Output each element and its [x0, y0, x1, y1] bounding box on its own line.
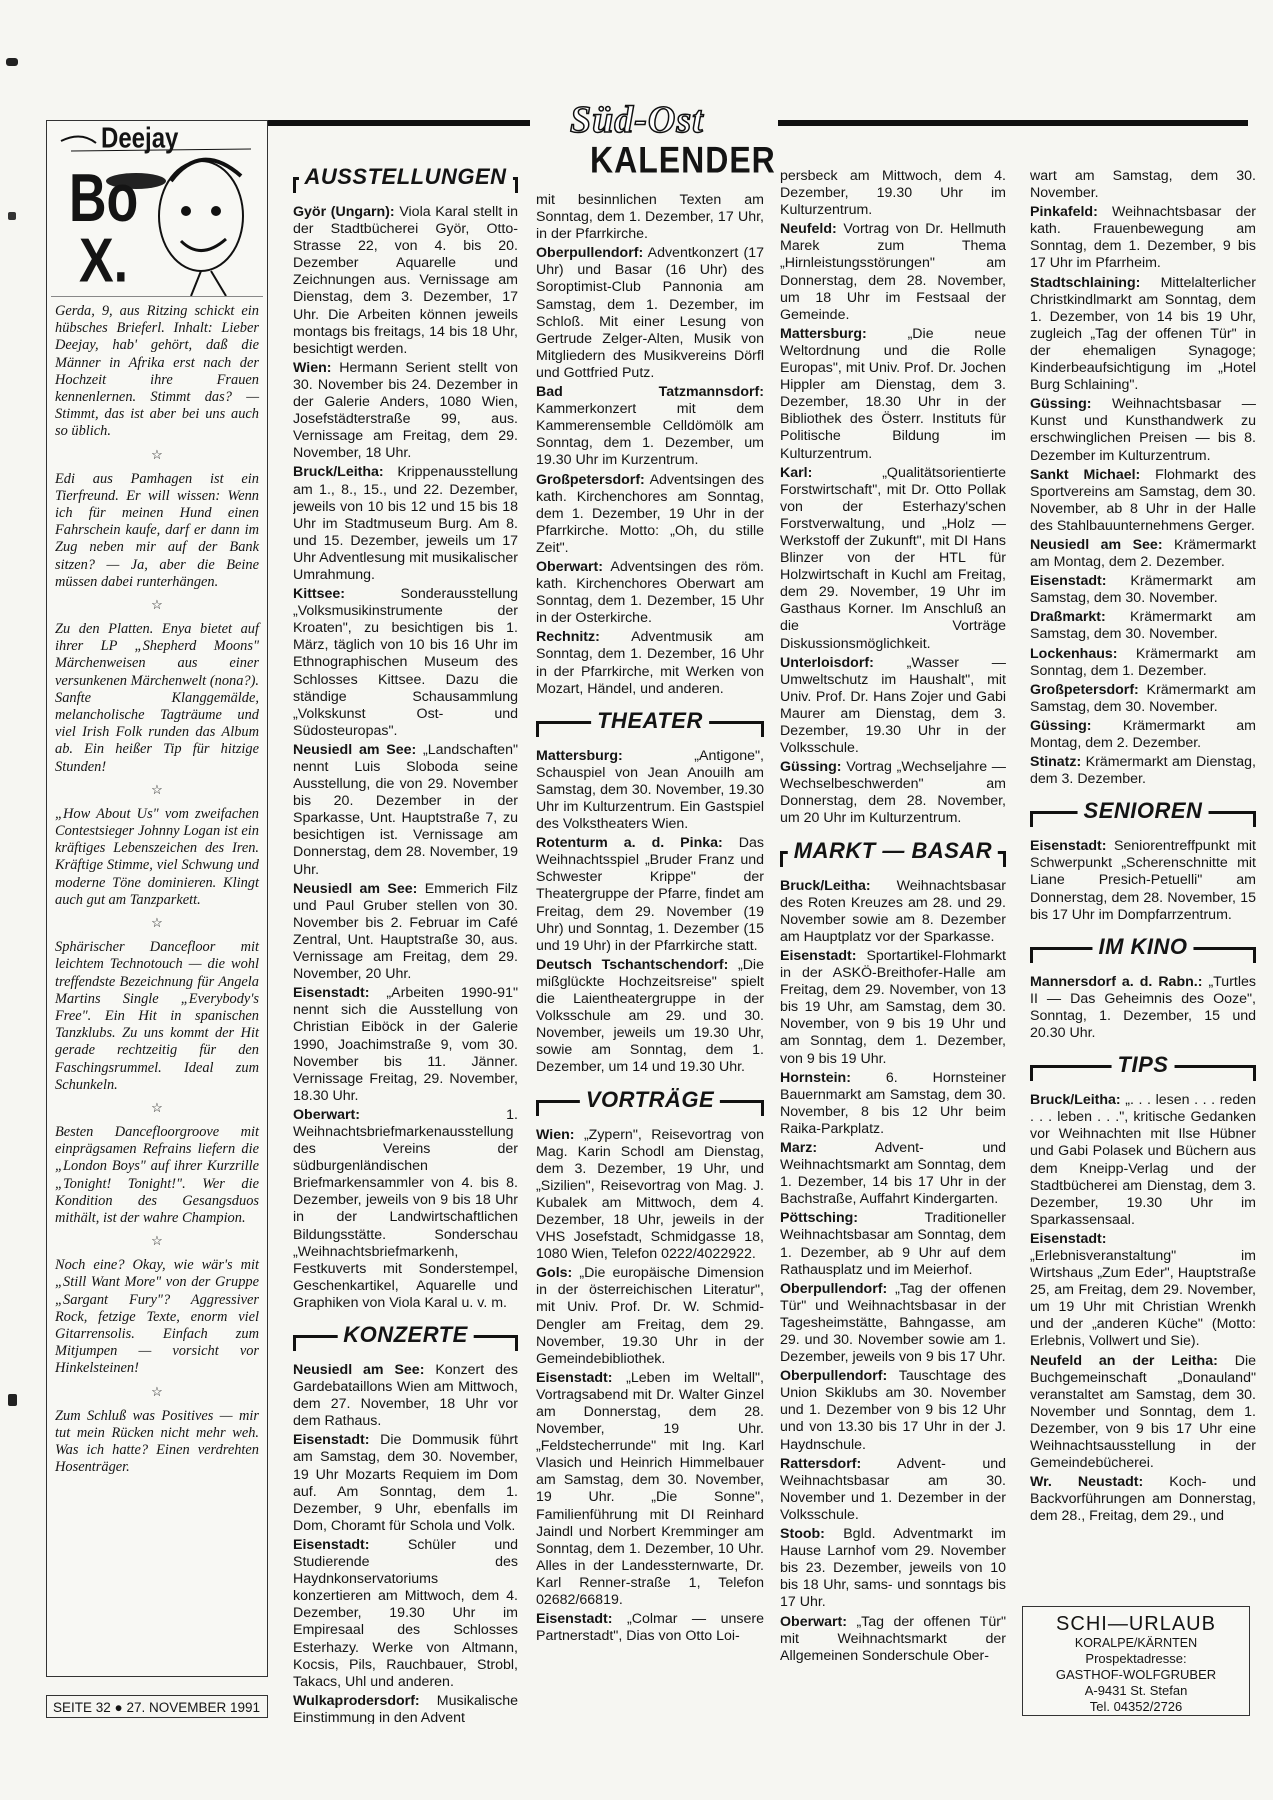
entry-place: Oberwart:	[536, 558, 604, 575]
section-heading-konzerte: KONZERTE	[293, 1318, 518, 1354]
calendar-entry	[293, 1362, 518, 1430]
entry-place: Rotenturm a. d. Pinka:	[536, 835, 723, 852]
calendar-entry	[536, 835, 764, 955]
entry-place: Draßmarkt:	[1030, 609, 1106, 626]
entry-place: Eisenstadt:	[780, 947, 857, 964]
entry-place: Neusiedl am See:	[293, 741, 417, 758]
entry-place: Gols:	[536, 1265, 573, 1282]
entry-place: Bruck/Leitha:	[780, 877, 871, 894]
entry-place: Neusiedl am See:	[293, 1362, 425, 1378]
entry-text: Viola Karal stellt in der Stadtbücherei Györ, Otto-Strasse 22, von 4. bis 20. Dezember Aquarelle und Zeichnungen aus. Vernissage am Dienstag, dem 3. Dezember, 17 Uhr. Die Arbeiten können jeweils montags bis freitags, 14 bis 18 Uhr, besichtigt werden.	[293, 204, 518, 357]
entry-text: Krämermarkt am Sonntag, dem 1. Dezember.	[1030, 645, 1256, 679]
entry-place: Rechnitz:	[536, 629, 600, 646]
calendar-entry	[536, 957, 764, 1077]
calendar-entry	[780, 948, 1006, 1068]
page-footer	[46, 1695, 268, 1718]
entry-text: „Landschaften" nennt Luis Sloboda seine Ausstellung, die von 29. November bis 20. Dezember in der Sparkasse, Unt. Hauptstraße 7, zu besichtigen ist. Vernissage am Donnerstag, dem 28. November, 19 Uhr.	[293, 741, 518, 878]
issue-date: 27. NOVEMBER 1991	[126, 1700, 261, 1715]
entry-place: Eisenstadt:	[1030, 1230, 1107, 1247]
entry-text: Krippenausstellung am 1., 8., 15., und 22. Dezember, jeweils von 10 bis 12 und 15 bis 18 Uhr im Stadtmuseum Burg. Am 8. und 15. Dezember, jeweils um 17 Uhr Adventlesung mit musikalischer Umrahmung.	[293, 464, 518, 583]
star-icon: ☆	[151, 1383, 163, 1399]
entry-place: Güssing:	[1030, 396, 1092, 413]
calendar-entry	[780, 1281, 1006, 1366]
entries-vortraege-cont	[780, 221, 1006, 827]
star-icon: ☆	[151, 446, 163, 462]
ad-line: Tel. 04352/2726	[1089, 1699, 1183, 1714]
calendar-entry	[780, 1614, 1006, 1665]
section-heading-ausstellungen: AUSSTELLUNGEN	[293, 160, 518, 196]
deejay-paragraph: „How About Us" vom zweifachen Contestsieger Johnny Logan ist ein kräftiges Lebenszeichen des Iren. Kräftige Stimme, viel Schwung und moderne Töne dominieren. Klingt auch gut am Tanzparkett.	[55, 805, 259, 908]
entry-text: Sportartikel-Flohmarkt in der ASKÖ-Breithofer-Halle am Freitag, dem 29. November, von 13 bis 19 Uhr, am Samstag, dem 30. November, von 9 bis 19 Uhr und am Sonntag, dem 1. Dezember, von 9 bis 19 Uhr.	[780, 947, 1006, 1067]
continued-text: persbeck am Mittwoch, dem 4. Dezember, 19.30 Uhr im Kulturzentrum.	[780, 168, 1006, 219]
entry-text: Emmerich Filz und Paul Gruber stellen von 30. November bis 2. Februar im Café Zentral, Unt. Hauptstraße 30, aus. Vernissage am Freitag, dem 29. November, 20 Uhr.	[293, 880, 518, 983]
column-3	[780, 168, 1006, 1724]
entry-place: Stadtschlaining:	[1030, 274, 1141, 291]
calendar-entry	[293, 464, 518, 584]
star-icon: ☆	[151, 1099, 163, 1115]
entry-place: Oberpullendorf:	[780, 1368, 888, 1385]
calendar-entry	[1030, 838, 1256, 923]
calendar-entry	[1030, 1231, 1256, 1351]
entry-text: Die Buchgemeinschaft „Donauland" veranstaltet am Samstag, dem 30. November und Sonntag, dem 1. Dezember, von 9 bis 17 Uhr eine Weihnachtsausstellung in der Gemeindebücherei.	[1030, 1352, 1256, 1472]
entry-text: Traditioneller Weihnachtsbasar am Sonntag, dem 1. Dezember, ab 9 Uhr auf dem Rathausplatz und im Meierhof.	[780, 1210, 1006, 1278]
calendar-entry	[780, 1210, 1006, 1278]
entry-text: Adventkonzert (17 Uhr) und Basar (16 Uhr) des Soroptimist-Club Pannonia am Samstag, dem 1. Dezember, im Schloß. Mit einer Lesung von Gertrude Zelger-Alten, Musik von Mitgliedern des Musikvereins Dörfl und Gottfried Putz.	[536, 245, 764, 381]
ad-title: SCHI—URLAUB	[1056, 1613, 1216, 1635]
star-icon: ☆	[151, 597, 163, 613]
entry-place: Marz:	[780, 1139, 818, 1156]
masthead-brand-top: Süd-Ost	[570, 99, 704, 141]
calendar-entry	[536, 629, 764, 697]
entry-place: Oberwart:	[293, 1106, 361, 1123]
deejay-paragraph: Noch eine? Okay, wie wär's mit „Still Want More" von der Gruppe „Sargant Fury"? Aggressiver Rock, fetzige Texte, enorm viel Gitarrensolis. Einfach zum Mitjumpen — vorsicht vor Hinkelsteinen!	[55, 1257, 259, 1377]
masthead	[530, 98, 780, 184]
entries-tips	[1030, 1092, 1256, 1525]
calendar-entry	[1030, 396, 1256, 464]
column-4	[1030, 168, 1256, 1598]
column-2	[536, 192, 764, 1724]
calendar-entry	[1030, 1474, 1256, 1525]
entry-text: Vortrag „Wechseljahre — Wechselbeschwerden" am Donnerstag, dem 28. November, um 20 Uhr im Kulturzentrum.	[780, 759, 1006, 827]
masthead-brand-bottom: KALENDER	[590, 139, 776, 181]
calendar-entry	[293, 1432, 518, 1535]
entry-place: Wr. Neustadt:	[1030, 1474, 1144, 1491]
entry-text: „Wasser — Umweltschutz im Haushalt", mit Univ. Prof. Dr. Hans Zojer und Gabi Maurer am Dienstag, dem 3. Dezember, 19.30 Uhr in der Volksschule.	[780, 654, 1006, 757]
ad-line: GASTHOF-WOLFGRUBER	[1055, 1667, 1217, 1682]
ad-line: Prospektadresse:	[1085, 1651, 1187, 1666]
entry-place: Pinkafeld:	[1030, 204, 1098, 221]
entry-text: Koch- und Backvorführungen am Donnerstag, dem 28., Freitag, dem 29., und	[1030, 1474, 1256, 1525]
entry-place: Unterloisdorf:	[780, 654, 874, 671]
entry-place: Györ (Ungarn):	[293, 204, 395, 220]
entry-place: Mattersburg:	[536, 747, 623, 764]
entry-place: Bad Tatzmannsdorf:	[536, 384, 764, 401]
entry-place: Neusiedl am See:	[293, 880, 418, 897]
punch-mark-icon	[8, 1394, 17, 1406]
entry-place: Oberwart:	[780, 1613, 848, 1630]
entry-text: Krämermarkt am Montag, dem 2. Dezember.	[1030, 717, 1256, 751]
punch-mark-icon	[8, 212, 16, 220]
calendar-entry	[780, 1456, 1006, 1524]
entry-place: Großpetersdorf:	[1030, 681, 1139, 698]
entry-text: Krämermarkt am Samstag, dem 30. November.	[1030, 609, 1256, 643]
entry-place: Wien:	[293, 359, 332, 376]
calendar-entry	[1030, 467, 1256, 535]
deejay-logo-word: Deejay	[101, 122, 179, 155]
entries-konzerte	[293, 1362, 518, 1724]
entry-text: Krämermarkt am Samstag, dem 30. November.	[1030, 681, 1256, 715]
entry-text: „Antigone", Schauspiel von Jean Anouilh am Samstag, dem 30. November, 19.30 Uhr im Kulturzentrum. Ein Gastspiel des Volkstheaters Wien.	[536, 747, 764, 833]
deejay-logo	[51, 121, 263, 297]
entry-place: Eisenstadt:	[293, 1432, 370, 1449]
calendar-entry	[536, 1265, 764, 1368]
entry-text: Schüler und Studierende des Haydnkonservatoriums konzertieren am Mittwoch, dem 4. Dezember, 19.30 Uhr im Empiresaal des Schlosses Esterhazy. Werke von Altmann, Kocsis, Pils, Rauchbauer, Strobl, Takacs, Uhl und anderen.	[293, 1536, 518, 1690]
deejay-paragraph: Besten Dancefloorgroove mit einprägsamen Refrains liefern die „London Boys" auf ihrer Kurzrille „Tonight! Tonight!". Wer die Kondition des Gesangsduos mithält, ist der wahre Champion.	[55, 1123, 259, 1226]
deejay-text	[47, 297, 267, 1476]
entry-text: „Zypern", Reisevortrag von Mag. Karin Schodl am Dienstag, dem 3. Dezember, 19 Uhr, und „Sizilien", Reisevortrag von Mag. J. Kubalek am Mittwoch, dem 4. Dezember, 18 Uhr, jeweils in der VHS Josefstadt, Schmidgasse 18, 1080 Wien, Telefon 0222/4022922.	[536, 1126, 764, 1263]
deejay-logo-big1: Bo	[69, 161, 139, 237]
entry-text: „Turtles II — Das Geheimnis des Ooze", Sonntag, 1. Dezember, 15 und 20.30 Uhr.	[1030, 973, 1256, 1042]
entries-kino	[1030, 974, 1256, 1042]
section-heading-kino: IM KINO	[1030, 930, 1256, 966]
entry-place: Kittsee:	[293, 586, 346, 603]
calendar-entry	[780, 1070, 1006, 1138]
calendar-entry	[293, 360, 518, 463]
calendar-entry	[1030, 1092, 1256, 1229]
calendar-entry	[1030, 718, 1256, 752]
calendar-entry	[1030, 204, 1256, 272]
entry-text: Weihnachtsbasar der kath. Frauenbewegung am Sonntag, dem 1. Dezember, 9 bis 17 Uhr im Pfarrheim.	[1030, 204, 1256, 272]
entry-text: „Die europäische Dimension in der österreichischen Literatur", mit Univ. Prof. Dr. W. Schmid-Dengler am Freitag, dem 29. November, 19.30 Uhr in der Gemeindebibliothek.	[536, 1265, 764, 1367]
entry-place: Wien:	[536, 1126, 575, 1143]
entry-text: „Colmar — unsere Partnerstadt", Dias von Otto Loi-	[536, 1611, 764, 1645]
calendar-entry	[780, 655, 1006, 758]
entry-text: „Qualitätsorientierte Forstwirtschaft", mit Dr. Otto Pollak von der Esterhazy'schen Forstverwaltung, und „Holz — Werkstoff der Zukunft", mit DI Hans Blinzer von der HTL für Holzwirtschaft in Kuchl am Freitag, dem 29. November, 19 Uhr im Gasthaus Korner. Im Anschluß an die Vorträge Diskussionsmöglichkeit.	[780, 464, 1006, 652]
top-rule-left	[268, 120, 530, 126]
deejay-logo-big2: X.	[79, 226, 129, 296]
entry-place: Eisenstadt:	[536, 1611, 613, 1628]
entry-text: Flohmarkt des Sportvereins am Samstag, dem 30. November, ab 8 Uhr in der Halle des Stahlbauunternehmens Gerger.	[1030, 466, 1256, 534]
calendar-entry	[780, 1526, 1006, 1611]
entry-place: Wulkaprodersdorf:	[293, 1692, 420, 1709]
calendar-entry	[1030, 573, 1256, 607]
calendar-entry	[293, 586, 518, 740]
ad-line: KORALPE/KÄRNTEN	[1074, 1636, 1198, 1650]
entry-place: Lockenhaus:	[1030, 645, 1118, 662]
page-number: SEITE 32	[53, 1700, 111, 1715]
entry-place: Eisenstadt:	[293, 1536, 370, 1553]
calendar-entry	[780, 1140, 1006, 1208]
entry-text: „Tag der offenen Tür" mit Weihnachtsmarkt der Allgemeinen Sonderschule Ober-	[780, 1613, 1006, 1664]
entry-text: Hermann Serient stellt von 30. November bis 24. Dezember in der Galerie Anders, 1080 Wien, Josefstädterstraße 99, aus. Vernissage am Freitag, dem 29. November, 18 Uhr.	[293, 359, 518, 462]
bullet-icon: ●	[114, 1700, 127, 1715]
calendar-entry	[780, 326, 1006, 463]
calendar-entry	[1030, 537, 1256, 571]
calendar-entry	[536, 245, 764, 382]
deejay-paragraph: Gerda, 9, aus Ritzing schickt ein hübsches Brieferl. Inhalt: Lieber Deejay, hab' gehört, daß die Männer in Afrika erst nach der Hochzeit ihre Frauen kennenlernen. Stimmt das? — Stimmt, das ist aber bei uns auch so üblich.	[55, 303, 259, 440]
calendar-entry	[1030, 1353, 1256, 1473]
top-rule-right	[778, 120, 1248, 126]
entry-text: „Die neue Weltordnung und die Rolle Europas", mit Univ. Prof. Dr. Jochen Hippler am Dienstag, dem 3. Dezember, 18.30 Uhr in der Bibliothek des Österr. Instituts für Politische Bildung im Kulturzentrum.	[780, 325, 1006, 462]
entry-place: Güssing:	[1030, 717, 1092, 734]
ad-line: A-9431 St. Stefan	[1084, 1683, 1188, 1698]
calendar-entry	[1030, 275, 1256, 395]
entry-place: Sankt Michael:	[1030, 466, 1141, 483]
entries-markt	[780, 878, 1006, 1665]
deejay-paragraph: Zum Schluß was Positives — mir tut mein Rücken nicht mehr weh. Was ich hatte? Einen verdrehten Hosenträger.	[55, 1407, 259, 1476]
deejay-box	[46, 120, 268, 1677]
entry-place: Güssing:	[780, 759, 842, 776]
entries-senioren	[1030, 838, 1256, 923]
entry-place: Eisenstadt:	[293, 985, 370, 1002]
calendar-entry	[536, 384, 764, 469]
entry-text: Bgld. Adventmarkt im Hause Larnhof vom 29. November bis 23. Dezember, jeweils von 10 bis 18 Uhr, sams- und sonntags bis 17 Uhr.	[780, 1526, 1006, 1611]
entry-text: 1. Weihnachtsbriefmarkenausstellung des Vereins der südburgenländischen Briefmarkensammler von 4. bis 8. Dezember, jeweils von 9 bis 18 Uhr in der Landwirtschaftlichen Bildungsstätte. Sonderschau „Weihnachtsbriefmarkenh, Festkuverts mit Sonderstempel, Geschenkartikel, Aquarelle und Graphiken von Viola Karal u. v. m.	[293, 1106, 518, 1311]
calendar-entry	[536, 1611, 764, 1645]
entry-text: Advent- und Weihnachtsbasar am 30. November und 1. Dezember in der Volksschule.	[780, 1455, 1006, 1523]
entry-text: Adventsingen des röm. kath. Kirchenchores Oberwart am Sonntag, dem 1. Dezember, 15 Uhr in der Osterkirche.	[536, 558, 764, 627]
entry-place: Oberpullendorf:	[780, 1280, 888, 1297]
entry-text: Mittelalterlicher Christkindlmarkt am Sonntag, dem 1. Dezember, von 14 bis 19 Uhr, zugleich „Tag der offenen Tür" in der ehemaligen Synagoge; Kinderbeaufsichtigung im „Hotel Burg Schlaining".	[1030, 274, 1256, 394]
entry-place: Neufeld an der Leitha:	[1030, 1352, 1218, 1369]
calendar-entry	[293, 204, 518, 358]
entry-text: Vortrag von Dr. Hellmuth Marek zum Thema „Hirnleistungsstörungen" am Donnerstag, dem 28. November, um 18 Uhr im Festsaal der Gemeinde.	[780, 221, 1006, 323]
entries-vortraege	[536, 1127, 764, 1646]
entry-text: „Leben im Weltall", Vortragsabend mit Dr. Walter Ginzel am Donnerstag, dem 28. November, 19 Uhr. „Feldstecherrunde" mit Ing. Karl Vlasich und Heinrich Himmelbauer am Samstag, dem 30. November, 19 Uhr. „Die Sonne", Familienführung mit DI Reinhard Jaindl und Norbert Kremminger am Sonntag, dem 1. Dezember, 10 Uhr. Alles in der Landessternwarte, Dr. Karl Renner-straße 1, Telefon 02682/66819.	[536, 1369, 764, 1609]
entry-place: Stinatz:	[1030, 754, 1082, 771]
entries-markt-cont	[1030, 204, 1256, 788]
calendar-entry	[536, 1370, 764, 1609]
deejay-paragraph: Edi aus Pamhagen ist ein Tierfreund. Er will wissen: Wenn ich für meinen Hund einen Fahrschein kaufe, darf er dann im Zug neben mir auf der Bank sitzen? — Ja, aber die Beine müssen dabei runterhängen.	[55, 470, 259, 590]
calendar-entry	[536, 1127, 764, 1264]
calendar-entry	[293, 742, 518, 879]
entry-text: Weihnachtsbasar des Roten Kreuzes am 28. und 29. November sowie am 8. Dezember am Hauptplatz vor der Sparkasse.	[780, 877, 1006, 945]
calendar-entry	[780, 221, 1006, 324]
entry-text: Tauschtage des Union Skiklubs am 30. November und 1. Dezember von 9 bis 12 Uhr und von 13.30 bis 17 Uhr in der J. Haydnschule.	[780, 1368, 1006, 1453]
calendar-entry	[293, 985, 518, 1105]
section-heading-senioren: SENIOREN	[1030, 794, 1256, 830]
entry-text: Weihnachtsbasar — Kunst und Kunsthandwerk zu erschwinglichen Preisen — bis 8. Dezember im Kulturzentrum.	[1030, 396, 1256, 464]
entry-place: Eisenstadt:	[536, 1369, 613, 1386]
entry-place: Mannersdorf a. d. Rabn.:	[1030, 973, 1203, 990]
entry-text: 6. Hornsteiner Bauernmarkt am Samstag, dem 30. November, 8 bis 12 Uhr beim Raika-Parkplatz.	[780, 1069, 1006, 1137]
calendar-entry	[536, 748, 764, 833]
calendar-entry	[780, 1368, 1006, 1453]
entry-place: Pöttsching:	[780, 1210, 859, 1227]
section-heading-markt: MARKT — BASAR	[780, 834, 1006, 870]
entry-place: Neusiedl am See:	[1030, 536, 1163, 553]
entry-place: Karl:	[780, 464, 813, 481]
entry-place: Oberpullendorf:	[536, 245, 644, 262]
entry-text: Krämermarkt am Dienstag, dem 3. Dezember.	[1030, 754, 1256, 788]
column-1	[293, 154, 518, 1724]
entry-place: Eisenstadt:	[1030, 838, 1107, 855]
section-heading-theater: THEATER	[536, 704, 764, 740]
entry-text: Musikalische Einstimmung in den Advent	[293, 1692, 518, 1724]
deejay-paragraph: Zu den Platten. Enya bietet auf ihrer LP „Shepherd Moons" Märchenweisen aus einer versunkenen Märchenwelt (nona?). Sanfte Klanggemälde, melancholische Tagträume und viel Irish Folk runden das Album ab. Ein heißer Tip für hitzige Stunden!	[55, 621, 259, 775]
entry-place: Deutsch Tschantschendorf:	[536, 956, 729, 973]
entries-theater	[536, 748, 764, 1077]
entry-text: „Erlebnisveranstaltung" im Wirtshaus „Zum Eder", Hauptstraße 25, am Freitag, dem 29. November, um 19 Uhr mit Christian Wrenkh und der „anderen Küche" (Motto: Erlebnis, Vollwert und Sie).	[1030, 1247, 1256, 1350]
ad-schi-urlaub	[1022, 1606, 1250, 1716]
calendar-entry	[780, 465, 1006, 653]
calendar-entry	[293, 1537, 518, 1691]
entry-text: Krämermarkt am Samstag, dem 30. November.	[1030, 573, 1256, 607]
entry-text: „Arbeiten 1990-91" nennt sich die Ausstellung von Christian Eiböck in der Galerie 1990, Joachimstraße 9, vom 30. November bis 11. Jänner. Vernissage Freitag, 29. November, 18.30 Uhr.	[293, 985, 518, 1104]
entry-text: „Die mißglückte Hochzeitsreise" spielt die Laientheatergruppe in der Volksschule am 29. und 30. November, jeweils um 19.30 Uhr, sowie am Sonntag, dem 1. Dezember, um 14 und 19.30 Uhr.	[536, 956, 764, 1076]
entry-text: Krämermarkt am Montag, dem 2. Dezember.	[1030, 536, 1256, 571]
entry-text: „. . . lesen . . . reden . . . leben . . .", kritische Gedanken vor Weihnachten mit Ilse Hübner und Gabi Polasek und Büchern aus dem Kneipp-Verlag und der Stadtbücherei am Dienstag, dem 3. Dezember, 19.30 Uhr im Sparkassensaal.	[1030, 1092, 1256, 1228]
calendar-entry	[293, 1107, 518, 1312]
entry-text: Seniorentreffpunkt mit Schwerpunkt „Scherenschnitte mit Liane Presich-Petuelli" am Donnerstag, dem 28. November, 15 bis 17 Uhr im Dompfarrzentrum.	[1030, 838, 1256, 923]
deejay-paragraph: Sphärischer Dancefloor mit leichtem Technotouch — die wohl treffendste Bezeichnung für Angela Martins Single „Everybody's Free". Ein Hit in spanischen Tanzklubs. Zu uns kommt der Hit gerade rechtzeitig für den Faschingsrummel. Ideal zum Schunkeln.	[55, 939, 259, 1093]
calendar-entry	[1030, 609, 1256, 643]
entry-place: Stoob:	[780, 1526, 825, 1543]
entries-ausstellungen	[293, 204, 518, 1312]
entry-text: Adventsingen des kath. Kirchenchores am Sonntag, dem 1. Dezember, 19 Uhr in der Pfarrkirche. Motto: „Oh, du stille Zeit".	[536, 471, 764, 556]
calendar-entry	[536, 472, 764, 557]
star-icon: ☆	[151, 781, 163, 797]
entry-text: Adventmusik am Sonntag, dem 1. Dezember, 16 Uhr in der Pfarrkirche, mit Werken von Mozart, Händel, und anderen.	[536, 629, 764, 697]
entry-text: Advent- und Weihnachtsmarkt am Sonntag, dem 1. Dezember, 14 bis 17 Uhr in der Bachstraße, Auffahrt Kindergarten.	[780, 1139, 1006, 1208]
calendar-entry	[780, 878, 1006, 946]
calendar-entry	[1030, 974, 1256, 1042]
entry-place: Hornstein:	[780, 1069, 851, 1086]
entry-place: Eisenstadt:	[1030, 573, 1107, 590]
calendar-entry	[780, 759, 1006, 827]
punch-mark-icon	[6, 58, 18, 66]
entry-place: Rattersdorf:	[780, 1455, 862, 1472]
continued-text: mit besinnlichen Texten am Sonntag, dem 1. Dezember, 17 Uhr, in der Pfarrkirche.	[536, 192, 764, 243]
calendar-entry	[293, 881, 518, 984]
entry-text: „Tag der offenen Tür" und Weihnachtsbasar in der Tagesheimstätte, Bahngasse, am 29. und 30. November sowie am 1. Dezember, jeweils von 9 bis 17 Uhr.	[780, 1280, 1006, 1366]
entry-text: Sonderausstellung „Volksmusikinstrumente der Kroaten", zu besichtigen bis 1. März, täglich von 10 bis 16 Uhr im Ethnographischen Museum des Schlosses Kittsee. Dazu die ständige Schausammlung „Volkskunst Ost- und Südosteuropas".	[293, 586, 518, 739]
entry-place: Mattersburg:	[780, 325, 867, 342]
entry-place: Bruck/Leitha:	[1030, 1092, 1121, 1109]
calendar-entry	[1030, 646, 1256, 680]
star-icon: ☆	[151, 915, 163, 931]
entry-place: Bruck/Leitha:	[293, 464, 384, 481]
entry-text: Die Dommusik führt am Samstag, dem 30. November, 19 Uhr Mozarts Requiem im Dom auf. Am Sonntag, dem 1. Dezember, 9 Uhr, ebenfalls im Dom, Choramt für Schola und Volk.	[293, 1432, 518, 1534]
calendar-entry	[1030, 682, 1256, 716]
section-heading-tips: TIPS	[1030, 1048, 1256, 1084]
calendar-entry	[293, 1693, 518, 1724]
star-icon: ☆	[151, 1233, 163, 1249]
entries-konzerte-cont	[536, 245, 764, 697]
section-heading-vortraege: VORTRÄGE	[536, 1083, 764, 1119]
calendar-entry	[1030, 754, 1256, 788]
calendar-entry	[536, 559, 764, 627]
entry-text: Kammerkonzert mit dem Kammerensemble Celldömölk am Sonntag, dem 1. Dezember, um 19.30 Uhr im Kurzentrum.	[536, 401, 764, 469]
entry-place: Neufeld:	[780, 221, 837, 238]
entry-text: Das Weihnachtsspiel „Bruder Franz und Schwester Krippe" der Theatergruppe der Pfarre, findet am Freitag, dem 29. November (19 Uhr) und Sonntag, 1. Dezember (15 und 19 Uhr) in der Pfarrkirche statt.	[536, 835, 764, 954]
continued-text: wart am Samstag, dem 30. November.	[1030, 168, 1256, 202]
entry-place: Großpetersdorf:	[536, 471, 645, 488]
entry-text: Konzert des Gardebataillons Wien am Mittwoch, dem 27. November, 18 Uhr vor dem Rathaus.	[293, 1362, 518, 1430]
